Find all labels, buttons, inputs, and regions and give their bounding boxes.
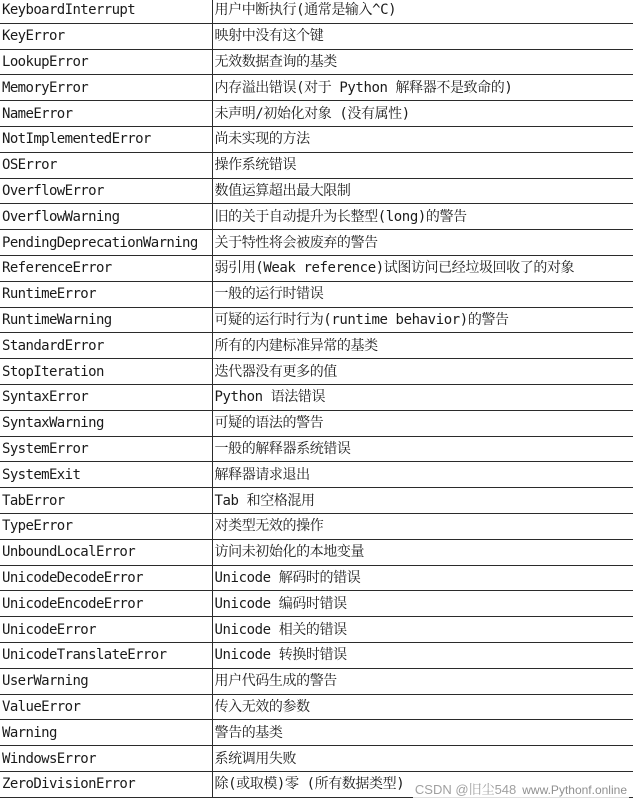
exception-name: RuntimeWarning bbox=[0, 307, 212, 333]
exception-description: 迭代器没有更多的值 bbox=[212, 359, 633, 385]
exception-description: Python 语法错误 bbox=[212, 384, 633, 410]
exception-name: SyntaxError bbox=[0, 384, 212, 410]
table-row bbox=[0, 436, 633, 462]
table-row bbox=[0, 281, 633, 307]
table-row bbox=[0, 178, 633, 204]
exception-name: UnboundLocalError bbox=[0, 539, 212, 565]
exception-name: RuntimeError bbox=[0, 281, 212, 307]
table-row bbox=[0, 488, 633, 514]
table-row bbox=[0, 307, 633, 333]
exception-description: 未声明/初始化对象 (没有属性) bbox=[212, 101, 633, 127]
exception-name: ZeroDivisionError bbox=[0, 771, 212, 797]
exception-description: Unicode 编码时错误 bbox=[212, 591, 633, 617]
exception-description: Unicode 相关的错误 bbox=[212, 617, 633, 643]
table-row bbox=[0, 204, 633, 230]
exception-name: Warning bbox=[0, 720, 212, 746]
table-row bbox=[0, 23, 633, 49]
table-row bbox=[0, 668, 633, 694]
exception-description: 所有的内建标准异常的基类 bbox=[212, 333, 633, 359]
exception-description: 解释器请求退出 bbox=[212, 462, 633, 488]
exception-name: StopIteration bbox=[0, 359, 212, 385]
table-row bbox=[0, 0, 633, 23]
exception-name: ValueError bbox=[0, 694, 212, 720]
exception-name: KeyboardInterrupt bbox=[0, 0, 212, 23]
table-row bbox=[0, 617, 633, 643]
exception-description: 内存溢出错误(对于 Python 解释器不是致命的) bbox=[212, 75, 633, 101]
exception-name: KeyError bbox=[0, 23, 212, 49]
exception-name: TypeError bbox=[0, 513, 212, 539]
exception-name: SystemExit bbox=[0, 462, 212, 488]
exception-description: 用户中断执行(通常是输入^C) bbox=[212, 0, 633, 23]
exception-description: 弱引用(Weak reference)试图访问已经垃圾回收了的对象 bbox=[212, 255, 633, 281]
exception-description: 一般的解释器系统错误 bbox=[212, 436, 633, 462]
exception-description: 警告的基类 bbox=[212, 720, 633, 746]
table-row bbox=[0, 75, 633, 101]
exception-description: 除(或取模)零 (所有数据类型) bbox=[212, 771, 633, 797]
exception-name: UnicodeTranslateError bbox=[0, 642, 212, 668]
exception-description: 操作系统错误 bbox=[212, 152, 633, 178]
exception-description: 可疑的运行时行为(runtime behavior)的警告 bbox=[212, 307, 633, 333]
exception-name: StandardError bbox=[0, 333, 212, 359]
watermark-site: www.Pythonf.online bbox=[522, 783, 627, 797]
watermark-author: CSDN @旧尘548 bbox=[414, 782, 517, 797]
exception-description: 映射中没有这个键 bbox=[212, 23, 633, 49]
table-row bbox=[0, 720, 633, 746]
exception-name: OverflowError bbox=[0, 178, 212, 204]
exception-description: 传入无效的参数 bbox=[212, 694, 633, 720]
exception-description: 旧的关于自动提升为长整型(long)的警告 bbox=[212, 204, 633, 230]
exception-description: Unicode 解码时的错误 bbox=[212, 565, 633, 591]
table-row bbox=[0, 152, 633, 178]
exception-description: Tab 和空格混用 bbox=[212, 488, 633, 514]
exception-description: 可疑的语法的警告 bbox=[212, 410, 633, 436]
exception-name: WindowsError bbox=[0, 746, 212, 772]
exception-description: 访问未初始化的本地变量 bbox=[212, 539, 633, 565]
exception-name: LookupError bbox=[0, 49, 212, 75]
exception-description: 一般的运行时错误 bbox=[212, 281, 633, 307]
exception-description: 数值运算超出最大限制 bbox=[212, 178, 633, 204]
table-row bbox=[0, 539, 633, 565]
table-row bbox=[0, 513, 633, 539]
exception-description: 对类型无效的操作 bbox=[212, 513, 633, 539]
table-row bbox=[0, 384, 633, 410]
exception-name: ReferenceError bbox=[0, 255, 212, 281]
table-row bbox=[0, 101, 633, 127]
table-row bbox=[0, 591, 633, 617]
exception-name: SystemError bbox=[0, 436, 212, 462]
exception-name: UnicodeError bbox=[0, 617, 212, 643]
table-row bbox=[0, 126, 633, 152]
exception-name: OverflowWarning bbox=[0, 204, 212, 230]
exception-name: MemoryError bbox=[0, 75, 212, 101]
exception-description: Unicode 转换时错误 bbox=[212, 642, 633, 668]
table-row bbox=[0, 746, 633, 772]
table-row bbox=[0, 230, 633, 256]
table-row bbox=[0, 565, 633, 591]
exception-name: UserWarning bbox=[0, 668, 212, 694]
table-row bbox=[0, 359, 633, 385]
table-row bbox=[0, 49, 633, 75]
exception-name: OSError bbox=[0, 152, 212, 178]
exception-name: UnicodeEncodeError bbox=[0, 591, 212, 617]
table-row bbox=[0, 255, 633, 281]
exception-name: UnicodeDecodeError bbox=[0, 565, 212, 591]
table-row bbox=[0, 333, 633, 359]
table-row bbox=[0, 642, 633, 668]
exception-description: 尚未实现的方法 bbox=[212, 126, 633, 152]
table-row bbox=[0, 410, 633, 436]
exception-description: 无效数据查询的基类 bbox=[212, 49, 633, 75]
exception-description: 用户代码生成的警告 bbox=[212, 668, 633, 694]
exception-name: PendingDeprecationWarning bbox=[0, 230, 212, 256]
exception-name: TabError bbox=[0, 488, 212, 514]
exception-name: NotImplementedError bbox=[0, 126, 212, 152]
table-row bbox=[0, 694, 633, 720]
exception-name: SyntaxWarning bbox=[0, 410, 212, 436]
exception-description: 关于特性将会被废弃的警告 bbox=[212, 230, 633, 256]
watermark bbox=[413, 782, 629, 798]
exception-name: NameError bbox=[0, 101, 212, 127]
exception-description: 系统调用失败 bbox=[212, 746, 633, 772]
table-row bbox=[0, 462, 633, 488]
